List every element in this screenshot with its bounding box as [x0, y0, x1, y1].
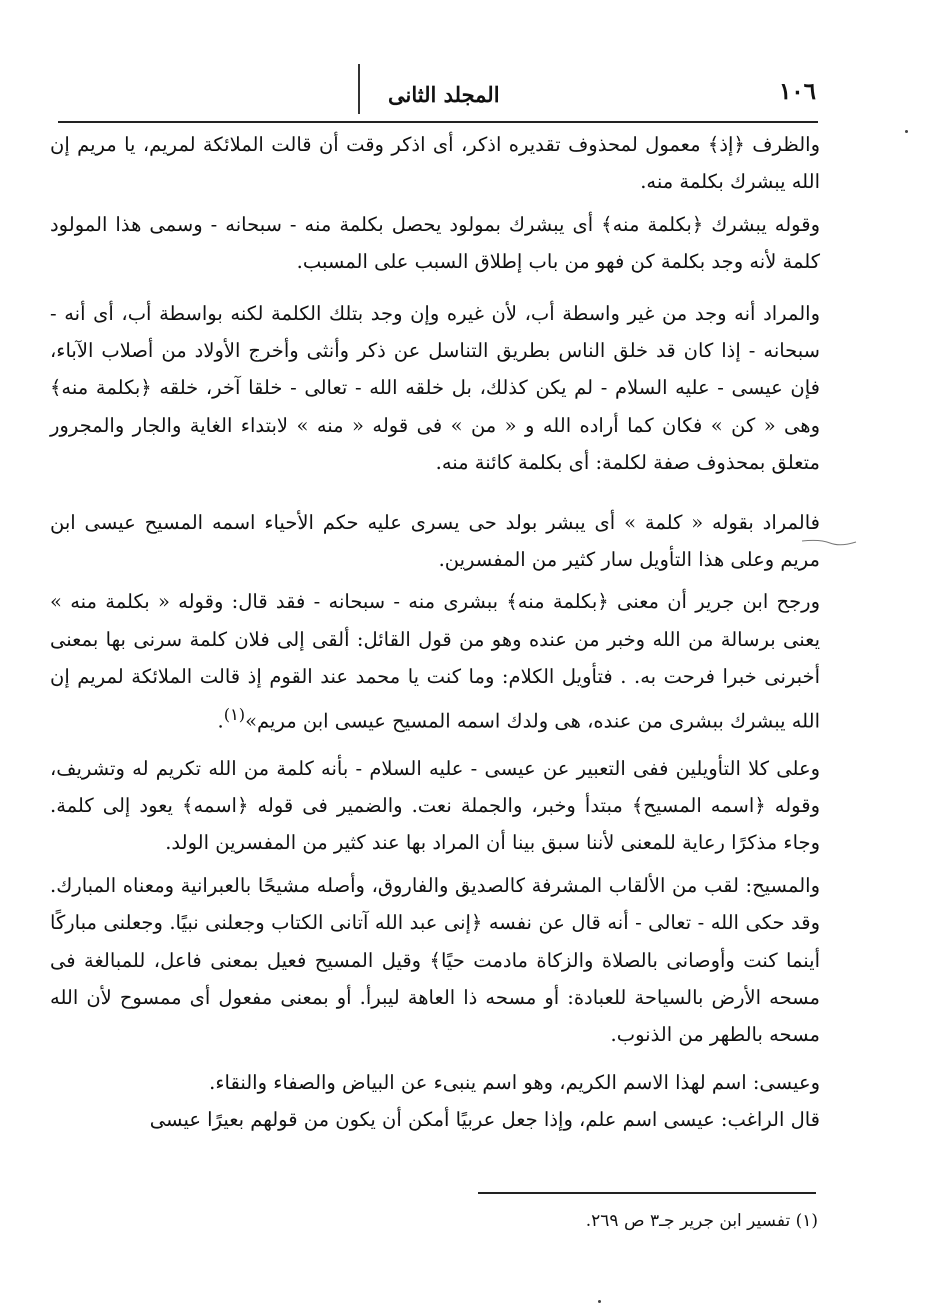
paragraph-9: قال الراغب: عيسى اسم علم، وإذا جعل عربيًا أمكن أن يكون من قولهم بعيرًا عيسى	[149, 1108, 820, 1132]
paragraph-1: والظرف ﴿إذ﴾ معمول لمحذوف تقديره اذكر، أى اذكر وقت أن قالت الملائكة لمريم، يا مريم إن الله يبشرك بكلمة منه.	[50, 133, 820, 194]
paragraph-3: والمراد أنه وجد من غير واسطة أب، لأن غيره وإن وجد بتلك الكلمة لكنه بواسطة أب، أى أنه - سبحانه - إذا كان قد خلق الناس بطريق التناسل عن ذكر وأنثى وأخرج الأولاد من أصلاب الآباء، فإن عيسى - عليه السلام - لم يكن كذلك، بل خلقه الله - تعالى - خلقا آخر، خلقه ﴿بكلمة منه﴾ وهى « كن » فكان كما أراده الله و « من » فى قوله « منه » لابتداء الغاية والجار والمجرور متعلق بمحذوف صفة لكلمة: أى بكلمة كائنة منه.	[50, 301, 820, 475]
page-header	[58, 70, 818, 122]
paragraph-5: ورجح ابن جرير أن معنى ﴿بكلمة منه﴾ ببشرى منه - سبحانه - فقد قال: وقوله « بكلمة منه » يعنى برسالة من الله وخبر من عنده وهو من قول القائل: ألقى إلى فلان كلمة سرنى بها بمعنى أخبرنى خبرا فرحت به. . فتأويل الكلام: وما كنت يا محمد عند القوم إذ قالت الملائكة لمريم إن الله يبشرك ببشرى من عنده، هى ولدك اسمه المسيح عيسى ابن مريم»$^{(١)}$.	[50, 590, 820, 733]
paragraph-6: وعلى كلا التأويلين ففى التعبير عن عيسى - عليه السلام - بأنه كلمة من الله تكريم له وتشريف، وقوله ﴿اسمه المسيح﴾ مبتدأ وخبر، والجملة نعت. والضمير فى قوله ﴿اسمه﴾ يعود إلى كلمة. وجاء مذكرًا رعاية للمعنى لأننا سبق بينا أن المراد بها عند كثير من المفسرين الولد.	[50, 756, 820, 855]
footnote: (١) تفسير ابن جرير جـ٣ ص ٢٦٩.	[585, 1211, 818, 1231]
scan-speck	[905, 130, 908, 133]
header-divider	[358, 64, 360, 114]
paragraph-4: فالمراد بقوله « كلمة » أى يبشر بولد حى يسرى عليه حكم الأحياء اسمه المسيح عيسى ابن مريم وعلى هذا التأويل سار كثير من المفسرين.	[50, 510, 820, 572]
header-rule	[58, 121, 818, 123]
paragraph-2: وقوله يبشرك ﴿بكلمة منه﴾ أى يبشرك بمولود يحصل بكلمة منه - سبحانه - وسمى هذا المولود كلمة لأنه وجد بكلمة كن فهو من باب إطلاق السبب على المسبب.	[50, 212, 820, 274]
paragraph-8: وعيسى: اسم لهذا الاسم الكريم، وهو اسم ينبىء عن البياض والصفاء والنقاء.	[209, 1070, 820, 1094]
margin-pencil-mark	[800, 538, 858, 546]
footnote-rule	[478, 1192, 816, 1194]
paragraph-5-text: ورجح ابن جرير أن معنى ﴿بكلمة منه﴾ ببشرى منه - سبحانه - فقد قال: وقوله « بكلمة منه » يعنى برسالة من الله وخبر من عنده وهو من قول القائل: ألقى إلى فلان كلمة سرنى بها بمعنى أخبرنى خبرا فرحت به. . فتأويل الكلام: وما كنت يا محمد عند القوم إذ قالت الملائكة لمريم إن الله يبشرك ببشرى من عنده، هى ولدك اسمه المسيح عيسى ابن مريم»	[50, 590, 820, 733]
paragraph-7: والمسيح: لقب من الألقاب المشرفة كالصديق والفاروق، وأصله مشيحًا بالعبرانية ومعناه المبارك. وقد حكى الله - تعالى - أنه قال عن نفسه ﴿إنى عبد الله آتانى الكتاب وجعلنى نبيًا. وجعلنى مباركًا أينما كنت وأوصانى بالصلاة والزكاة مادمت حيًا﴾ وقيل المسيح فعيل بمعنى فاعل، للمبالغة فى مسحه الأرض بالسياحة للعبادة: أو مسحه ذا العاهة ليبرأ. أو بمعنى مفعول أى ممسوح لأن الله مسحه بالطهر من الذنوب.	[50, 873, 820, 1047]
page-number: ١٠٦	[778, 78, 816, 105]
footnote-marker: (١)	[223, 704, 246, 724]
volume-title: المجلد الثانى	[388, 82, 500, 107]
body-text	[50, 126, 820, 1139]
scan-speck	[598, 1300, 601, 1303]
